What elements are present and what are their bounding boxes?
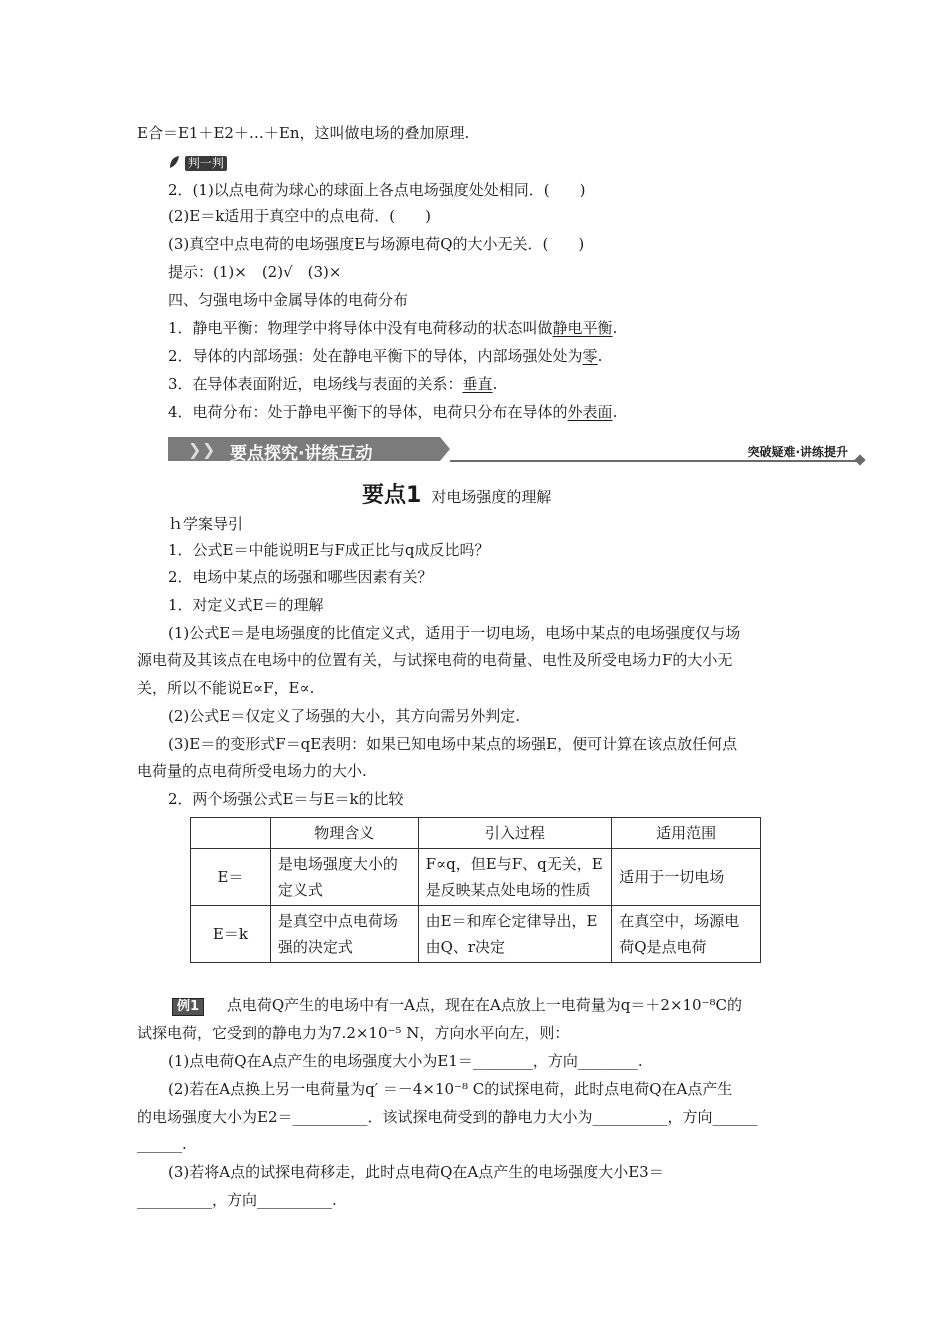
example-1-line-2: 试探电荷，它受到的静电力为7.2×10⁻⁵ N，方向水平向左，则：: [137, 1024, 570, 1042]
banner-title: 要点探究·讲练互动: [230, 444, 373, 464]
table-cell: F∝q，但E与F、q无关，E是反映某点处电场的性质: [418, 849, 612, 906]
example-1-q1: (1)点电荷Q在A点产生的电场强度大小为E1＝________，方向________.: [168, 1052, 643, 1070]
table-header-cell: 适用范围: [612, 818, 761, 849]
example-1-q2-line-3: ______.: [137, 1135, 187, 1153]
diamond-icon: [854, 454, 865, 465]
section-four-heading: 四、匀强电场中金属导体的电荷分布: [168, 291, 409, 309]
answer-underline: 外表面: [567, 403, 613, 421]
table-cell: E＝k: [191, 906, 271, 963]
key-point-title: 对电场强度的理解: [431, 488, 552, 506]
example-1-q2-line-2: 的电场强度大小为E2＝__________．该试探电荷受到的静电力大小为__________，方向______: [137, 1108, 758, 1126]
table-cell: 是电场强度大小的定义式: [270, 849, 418, 906]
banner-rule: [450, 460, 856, 462]
para-1-line-2: 源电荷及其该点在电场中的位置有关，与试探电荷的电荷量、电性及所受电场力F的大小无: [137, 651, 733, 669]
chevron-right-icon: ❯: [202, 440, 216, 459]
guide-heading: ｈ学案导引: [168, 515, 244, 533]
key-point-heading: [362, 478, 551, 509]
table-header-row: [191, 818, 761, 849]
judge-item-2: (2)E＝k适用于真空中的点电荷．( ): [168, 207, 431, 225]
guide-q2: 2．电场中某点的场强和哪些因素有关？: [168, 568, 433, 586]
judge-item-3: (3)真空中点电荷的电场强度E与场源电荷Q的大小无关．( ): [168, 235, 585, 253]
para-1-line-3: 关，所以不能说E∝F，E∝.: [137, 679, 315, 697]
superposition-line: E合＝E1＋E2＋…＋En，这叫做电场的叠加原理.: [137, 124, 470, 142]
judge-item-1: 2．(1)以点电荷为球心的球面上各点电场强度处处相同．( ): [168, 181, 586, 199]
table-header-cell: 引入过程: [418, 818, 612, 849]
answer-underline: 静电平衡: [552, 319, 613, 337]
table-row: [191, 849, 761, 906]
key-point-number: 要点1: [362, 483, 422, 508]
comparison-table: [190, 817, 761, 963]
para-2: (2)公式E＝仅定义了场强的大小，其方向需另外判定.: [168, 707, 520, 725]
table-row: [191, 906, 761, 963]
table-cell: 在真空中，场源电荷Q是点电荷: [612, 906, 761, 963]
point-2: 2．导体的内部场强：处在静电平衡下的导体，内部场强处处为零.: [168, 347, 603, 365]
point-1: 1．静电平衡：物理学中将导体中没有电荷移动的状态叫做静电平衡.: [168, 319, 618, 337]
table-cell: 是真空中点电荷场强的决定式: [270, 906, 418, 963]
section-banner: [168, 437, 868, 465]
example-1-q3-line-2: __________，方向__________.: [137, 1191, 337, 1209]
chevron-right-icon: ❯: [188, 440, 202, 459]
judge-heading: [168, 152, 227, 172]
example-tag: 例1: [172, 998, 204, 1016]
subsection-1: 1．对定义式E＝的理解: [168, 596, 324, 614]
subsection-2: 2．两个场强公式E＝与E＝k的比较: [168, 790, 404, 808]
para-3-line-2: 电荷量的点电荷所受电场力的大小.: [137, 762, 367, 780]
table-header-cell: 物理含义: [270, 818, 418, 849]
example-1-q2-line-1: (2)若在A点换上另一电荷量为q′ ＝－4×10⁻⁸ C的试探电荷，此时点电荷Q在A点产生: [168, 1080, 733, 1098]
example-1-q3-line-1: (3)若将A点的试探电荷移走，此时点电荷Q在A点产生的电场强度大小E3＝: [168, 1163, 664, 1181]
table-cell: 由E＝和库仑定律导出，E由Q、r决定: [418, 906, 612, 963]
table-cell: E＝: [191, 849, 271, 906]
para-3-line-1: (3)E＝的变形式F＝qE表明：如果已知电场中某点的场强E，便可计算在该点放任何点: [168, 735, 738, 753]
judge-tag: 判一判: [185, 156, 227, 171]
judge-hint: 提示：(1)× (2)√ (3)×: [168, 263, 342, 281]
banner-subtitle: 突破疑难·讲练提升: [747, 445, 848, 459]
table-cell: 适用于一切电场: [612, 849, 761, 906]
point-4: 4．电荷分布：处于静电平衡下的导体，电荷只分布在导体的外表面.: [168, 403, 618, 421]
answer-underline: 零: [582, 347, 598, 365]
para-1-line-1: (1)公式E＝是电场强度的比值定义式，适用于一切电场，电场中某点的电场强度仅与场: [168, 624, 741, 642]
table-header-cell: [191, 818, 271, 849]
example-1-line-1: 例1 点电荷Q产生的电场中有一A点，现在在A点放上一电荷量为q＝＋2×10⁻⁸C的: [172, 995, 742, 1016]
point-3: 3．在导体表面附近，电场线与表面的关系：垂直.: [168, 375, 498, 393]
answer-underline: 垂直: [462, 375, 493, 393]
guide-q1: 1．公式E＝中能说明E与F成正比与q成反比吗？: [168, 541, 490, 559]
leaf-icon: [168, 155, 180, 169]
